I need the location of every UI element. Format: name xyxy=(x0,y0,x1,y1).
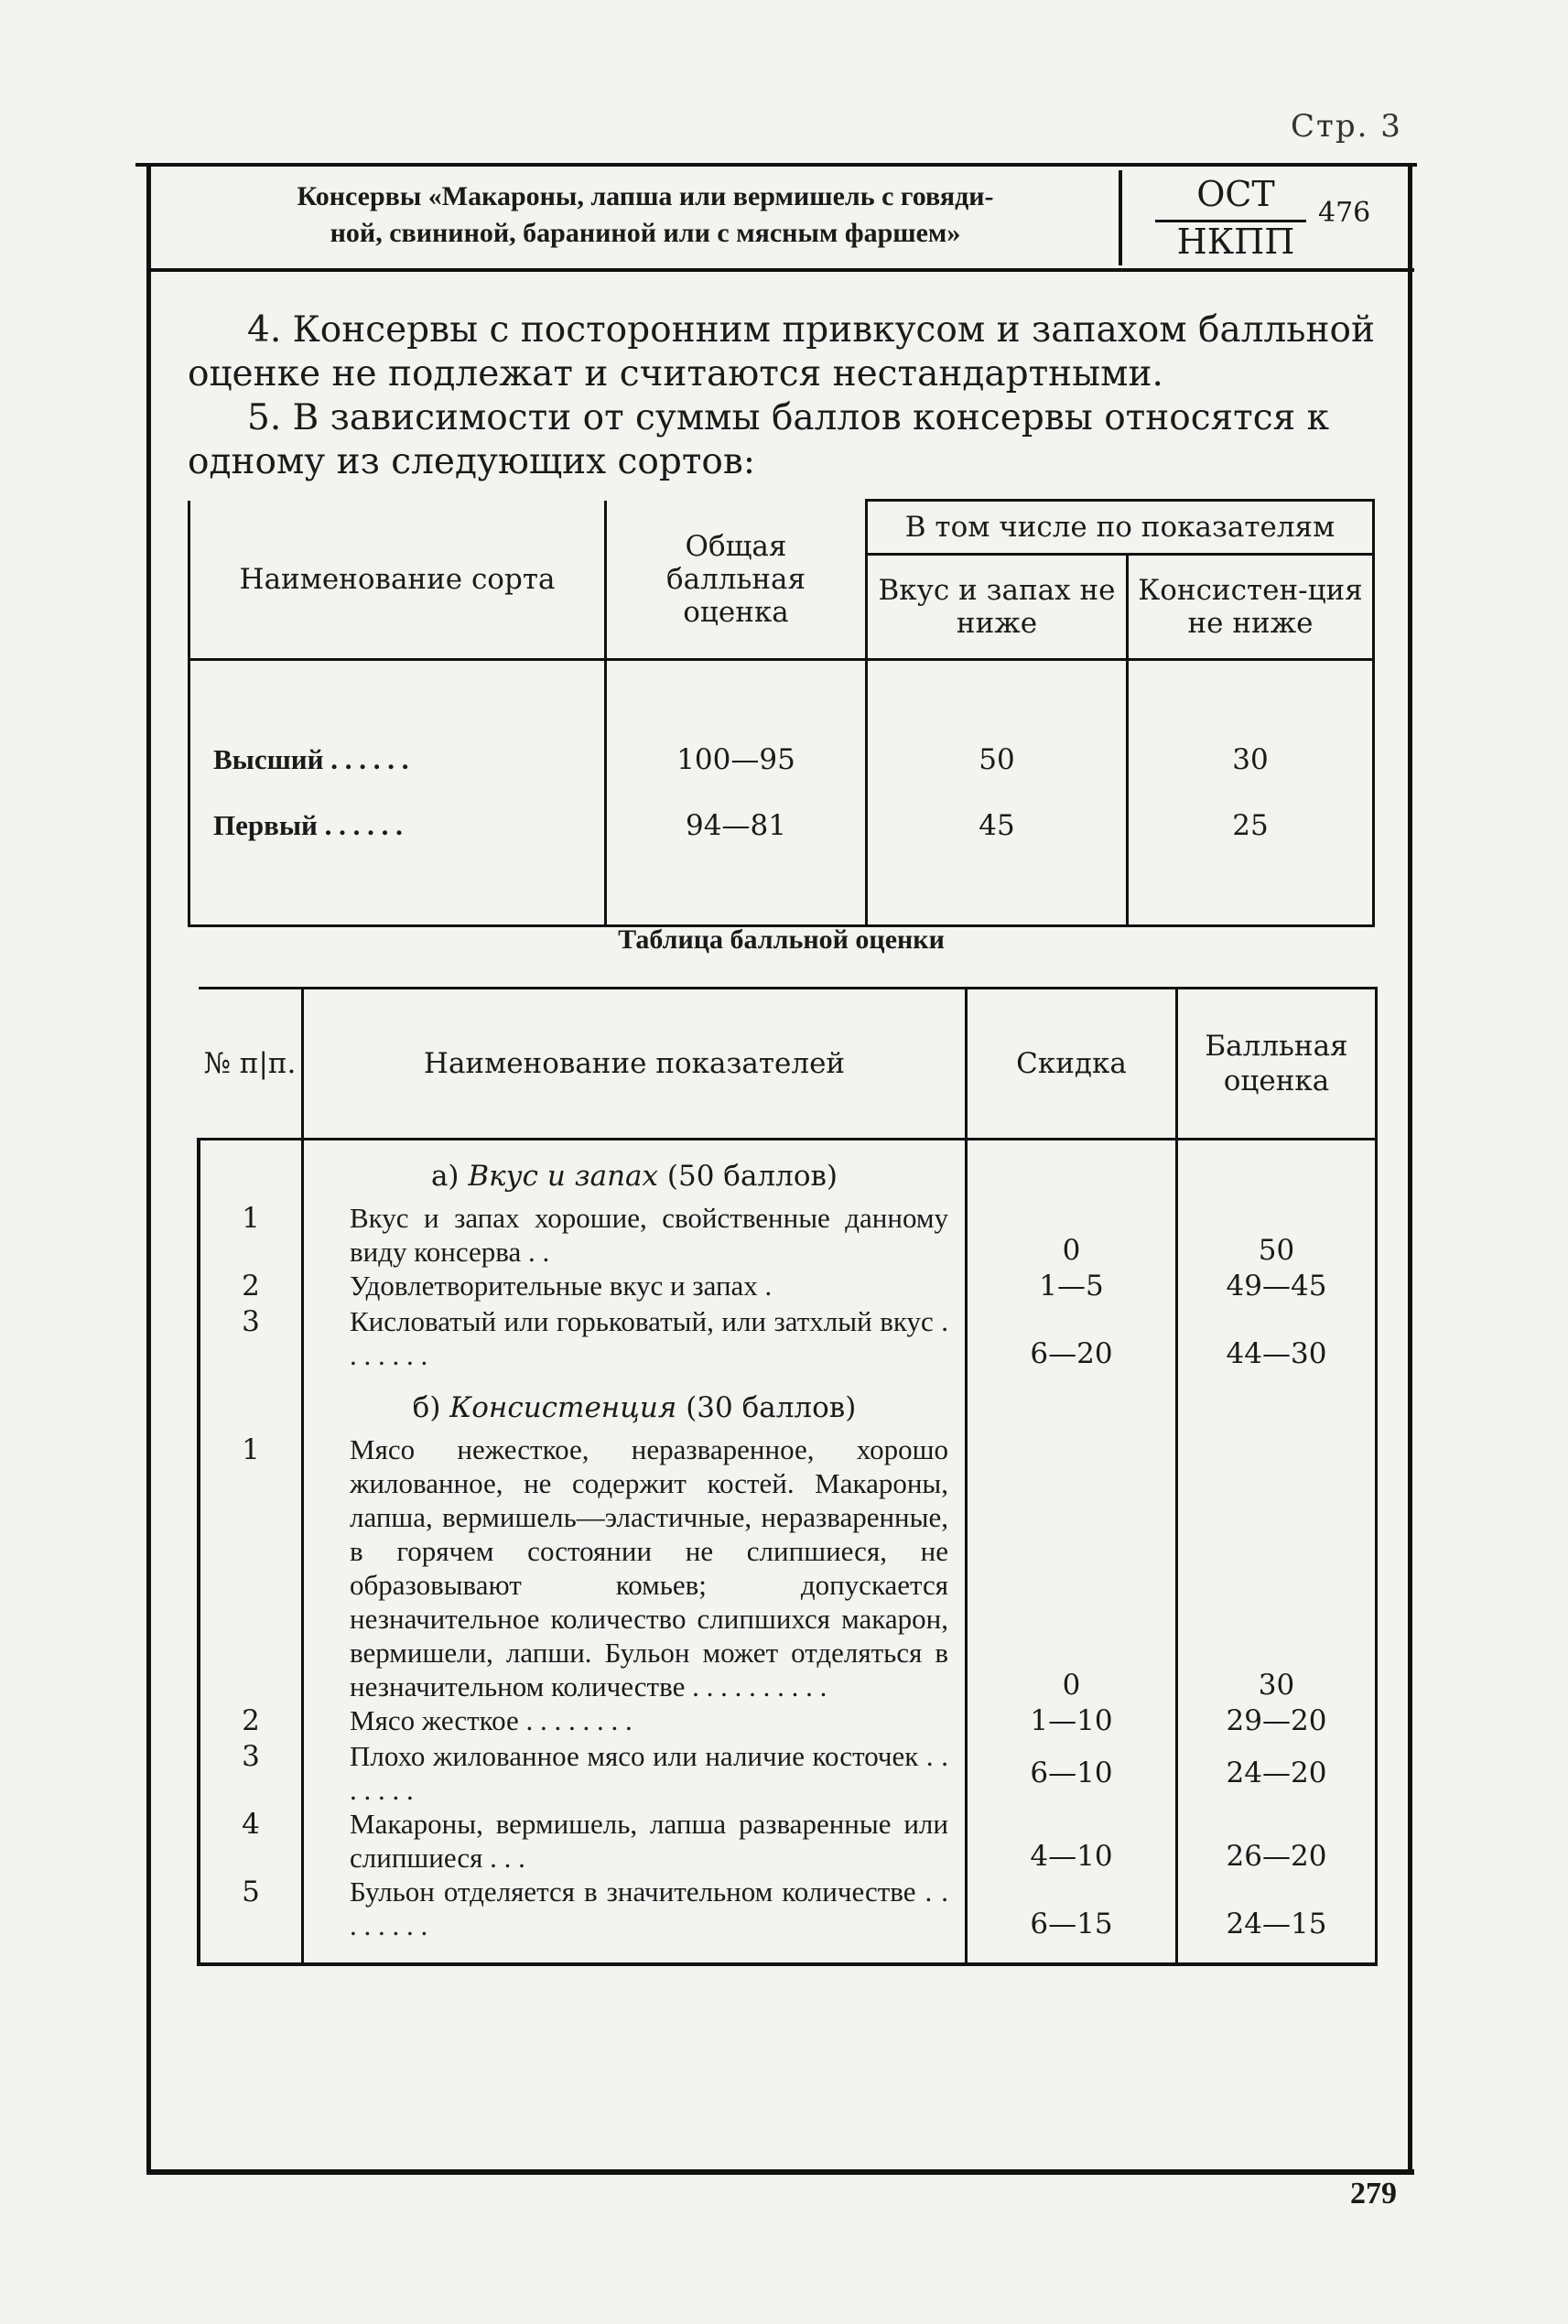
score-discount: 4—10 xyxy=(967,1807,1177,1875)
grades-col-name: Наименование сорта xyxy=(189,501,606,660)
score-text: Удовлетворительные вкус и запах . xyxy=(303,1269,967,1304)
grades-row xyxy=(189,793,1374,859)
score-table xyxy=(197,987,1378,1966)
grades-taste: 45 xyxy=(867,793,1128,859)
document-title xyxy=(197,178,1094,252)
paragraph-4-text: 4. Консервы с посторонним привкусом и запахом балльной оценке не подлежат и считаются нестандартными. xyxy=(188,309,1375,395)
score-text: Плохо жилованное мясо или наличие косточек . . . . . . . xyxy=(303,1739,967,1807)
score-row xyxy=(199,1875,1377,1942)
section-a-suffix: (50 баллов) xyxy=(666,1160,838,1193)
score-row xyxy=(199,1269,1377,1304)
score-discount: 1—5 xyxy=(967,1269,1177,1304)
score-value: 24—15 xyxy=(1177,1875,1377,1942)
paragraph-5-text: 5. В зависимости от суммы баллов консервы относятся к одному из следующих сортов: xyxy=(188,397,1329,482)
score-num: 2 xyxy=(199,1269,303,1304)
score-num: 4 xyxy=(199,1807,303,1875)
frame-top-rule xyxy=(135,163,1417,167)
score-row xyxy=(199,1703,1377,1739)
score-text: Мясо жесткое . . . . . . . . xyxy=(303,1703,967,1739)
section-b-suffix: (30 баллов) xyxy=(686,1391,857,1424)
score-value: 44—30 xyxy=(1177,1304,1377,1372)
grades-col-group: В том числе по показателям xyxy=(867,501,1374,555)
document-title-line1: Консервы «Макароны, лапша или вермишель с говяди- xyxy=(297,181,994,211)
page-number: 279 xyxy=(1350,2177,1397,2211)
page-label: Стр. 3 xyxy=(1291,108,1402,145)
nkpp-label: НКПП xyxy=(1176,222,1295,262)
score-row xyxy=(199,1739,1377,1807)
section-a-title: Вкус и запах xyxy=(468,1160,659,1193)
score-value: 50 xyxy=(1177,1201,1377,1269)
score-discount: 6—10 xyxy=(967,1739,1177,1807)
document-title-line2: ной, свининой, бараниной или с мясным фаршем» xyxy=(330,218,961,248)
frame-right-rule xyxy=(1408,165,1412,2174)
grades-taste: 50 xyxy=(867,727,1128,793)
grades-col-consistency: Консистен-ция не ниже xyxy=(1128,555,1374,660)
score-col-score: Балльная оценка xyxy=(1177,989,1377,1140)
grades-total: 100—95 xyxy=(606,727,867,793)
score-text: Кисловатый или горьковатый, или затхлый вкус . . . . . . . xyxy=(303,1304,967,1372)
score-value: 30 xyxy=(1177,1432,1377,1703)
score-table-caption: Таблица балльной оценки xyxy=(618,924,945,955)
grades-table xyxy=(188,499,1375,856)
section-a-prefix: а) xyxy=(430,1160,460,1193)
score-row xyxy=(199,1201,1377,1269)
grades-consistency: 30 xyxy=(1128,727,1374,793)
header-bottom-rule xyxy=(146,268,1414,272)
score-num: 3 xyxy=(199,1304,303,1372)
grades-name: Высший . . . . . . xyxy=(189,727,606,793)
section-b-title: Консистенция xyxy=(449,1391,677,1424)
score-discount: 1—10 xyxy=(967,1703,1177,1739)
score-discount: 0 xyxy=(967,1201,1177,1269)
score-text: Мясо нежесткое, неразваренное, хорошо жилованное, не содержит костей. Макароны, лапша, вермишель—эластичные, неразваренные, в горячем состоянии не слипшиеся, не образовывают комьев; допускается незначительное количество слипшихся макарон, вермишели, лапши. Бульон может отделяться в незначительном количестве . . . . . . . . . . xyxy=(303,1432,967,1703)
score-num: 1 xyxy=(199,1432,303,1703)
grades-col-total: Общая балльная оценка xyxy=(606,501,867,660)
score-row xyxy=(199,1304,1377,1372)
grades-name: Первый . . . . . . xyxy=(189,793,606,859)
frame-bottom-rule xyxy=(146,2169,1414,2175)
grades-row xyxy=(189,727,1374,793)
score-col-discount: Скидка xyxy=(967,989,1177,1140)
paragraph-5 xyxy=(188,396,1378,484)
score-value: 29—20 xyxy=(1177,1703,1377,1739)
section-b-prefix: б) xyxy=(412,1391,441,1424)
section-a-heading xyxy=(305,1158,964,1194)
frame-left-rule xyxy=(146,165,151,2174)
score-text: Вкус и запах хорошие, свойственные данному виду консерва . . xyxy=(303,1201,967,1269)
ost-label: ОСТ xyxy=(1196,174,1275,214)
score-text: Бульон отделяется в значительном количестве . . . . . . . . xyxy=(303,1875,967,1942)
score-num: 1 xyxy=(199,1201,303,1269)
score-col-name: Наименование показателей xyxy=(303,989,967,1140)
paragraph-4 xyxy=(188,308,1378,396)
score-row xyxy=(199,1807,1377,1875)
score-num: 3 xyxy=(199,1739,303,1807)
grades-col-taste: Вкус и запах не ниже xyxy=(867,555,1128,660)
score-col-num: № п|п. xyxy=(199,989,303,1140)
score-text: Макароны, вермишель, лапша разваренные или слипшиеся . . . xyxy=(303,1807,967,1875)
section-b-heading xyxy=(305,1389,964,1426)
score-value: 26—20 xyxy=(1177,1807,1377,1875)
score-discount: 6—15 xyxy=(967,1875,1177,1942)
score-row xyxy=(199,1432,1377,1703)
score-value: 49—45 xyxy=(1177,1269,1377,1304)
grades-consistency: 25 xyxy=(1128,793,1374,859)
ost-number: 476 xyxy=(1318,197,1371,229)
score-num: 2 xyxy=(199,1703,303,1739)
score-num: 5 xyxy=(199,1875,303,1942)
score-discount: 6—20 xyxy=(967,1304,1177,1372)
score-discount: 0 xyxy=(967,1432,1177,1703)
score-value: 24—20 xyxy=(1177,1739,1377,1807)
header-separator xyxy=(1119,170,1122,265)
grades-total: 94—81 xyxy=(606,793,867,859)
